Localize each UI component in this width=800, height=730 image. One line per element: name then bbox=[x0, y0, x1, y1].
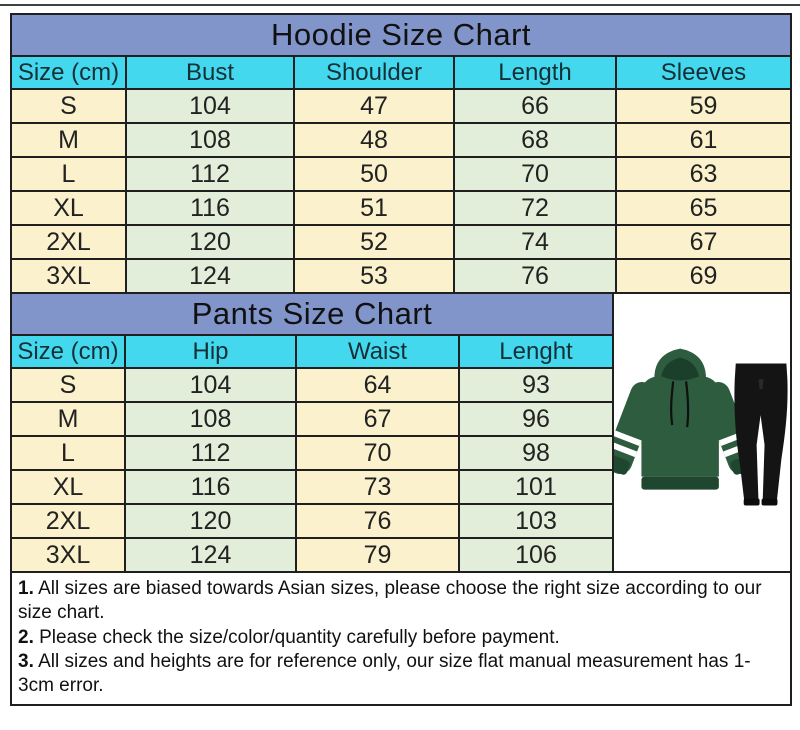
value-cell: 70 bbox=[455, 158, 617, 192]
value-cell: 108 bbox=[127, 124, 295, 158]
value-cell: 116 bbox=[126, 471, 297, 505]
note-number: 1. bbox=[18, 578, 34, 599]
value-cell: 104 bbox=[126, 369, 297, 403]
value-cell: 59 bbox=[617, 90, 792, 124]
value-cell: 63 bbox=[617, 158, 792, 192]
hoodie-row-l bbox=[12, 158, 792, 192]
value-cell: 47 bbox=[295, 90, 455, 124]
value-cell: 74 bbox=[455, 226, 617, 260]
value-cell: 64 bbox=[297, 369, 460, 403]
size-cell: 2XL bbox=[12, 505, 126, 539]
note-number: 3. bbox=[18, 650, 34, 672]
value-cell: 104 bbox=[127, 90, 295, 124]
hoodie-header-row bbox=[12, 57, 792, 90]
value-cell: 66 bbox=[455, 90, 617, 124]
value-cell: 120 bbox=[126, 505, 297, 539]
size-cell: M bbox=[12, 403, 126, 437]
value-cell: 93 bbox=[460, 369, 614, 403]
note-line-1 bbox=[18, 577, 782, 626]
notes-box bbox=[12, 573, 792, 706]
value-cell: 112 bbox=[126, 437, 297, 471]
value-cell: 120 bbox=[127, 226, 295, 260]
value-cell: 103 bbox=[460, 505, 614, 539]
note-line-2 bbox=[18, 626, 782, 650]
size-cell: 3XL bbox=[12, 260, 127, 294]
value-cell: 112 bbox=[127, 158, 295, 192]
pants-header-row bbox=[12, 336, 614, 369]
note-text: All sizes are biased towards Asian sizes, please choose the right size according to our size chart. bbox=[18, 578, 762, 624]
product-photo bbox=[614, 294, 792, 573]
note-line-3 bbox=[18, 650, 782, 699]
column-header-sleeves: Sleeves bbox=[617, 57, 792, 90]
column-header-length: Length bbox=[455, 57, 617, 90]
value-cell: 70 bbox=[297, 437, 460, 471]
hoodie-row-s bbox=[12, 90, 792, 124]
value-cell: 124 bbox=[126, 539, 297, 573]
column-header-lenght: Lenght bbox=[460, 336, 614, 369]
value-cell: 53 bbox=[295, 260, 455, 294]
pants-chart-title: Pants Size Chart bbox=[12, 294, 614, 336]
value-cell: 69 bbox=[617, 260, 792, 294]
value-cell: 68 bbox=[455, 124, 617, 158]
value-cell: 73 bbox=[297, 471, 460, 505]
size-chart-tables bbox=[10, 13, 792, 706]
size-cell: 2XL bbox=[12, 226, 127, 260]
value-cell: 106 bbox=[460, 539, 614, 573]
column-header-size: Size (cm) bbox=[12, 57, 127, 90]
value-cell: 67 bbox=[617, 226, 792, 260]
hoodie-row-3xl bbox=[12, 260, 792, 294]
hoodie-row-xl bbox=[12, 192, 792, 226]
value-cell: 76 bbox=[297, 505, 460, 539]
note-text: Please check the size/color/quantity carefully before payment. bbox=[33, 626, 560, 648]
value-cell: 116 bbox=[127, 192, 295, 226]
pants-row-xl bbox=[12, 471, 614, 505]
size-cell: S bbox=[12, 369, 126, 403]
column-header-size: Size (cm) bbox=[12, 336, 126, 369]
hoodie-and-pants-graphic bbox=[614, 294, 790, 571]
value-cell: 51 bbox=[295, 192, 455, 226]
size-cell: L bbox=[12, 437, 126, 471]
pants-row-s bbox=[12, 369, 614, 403]
pants-table bbox=[12, 294, 614, 573]
value-cell: 108 bbox=[126, 403, 297, 437]
value-cell: 72 bbox=[455, 192, 617, 226]
column-header-shoulder: Shoulder bbox=[295, 57, 455, 90]
size-cell: XL bbox=[12, 192, 127, 226]
pants-row-l bbox=[12, 437, 614, 471]
pants-row-m bbox=[12, 403, 614, 437]
column-header-waist: Waist bbox=[297, 336, 460, 369]
size-cell: S bbox=[12, 90, 127, 124]
size-cell: M bbox=[12, 124, 127, 158]
hoodie-row-2xl bbox=[12, 226, 792, 260]
value-cell: 96 bbox=[460, 403, 614, 437]
value-cell: 48 bbox=[295, 124, 455, 158]
value-cell: 79 bbox=[297, 539, 460, 573]
value-cell: 67 bbox=[297, 403, 460, 437]
hoodie-row-m bbox=[12, 124, 792, 158]
value-cell: 124 bbox=[127, 260, 295, 294]
top-divider-line bbox=[0, 4, 800, 6]
value-cell: 98 bbox=[460, 437, 614, 471]
column-header-hip: Hip bbox=[126, 336, 297, 369]
size-cell: 3XL bbox=[12, 539, 126, 573]
value-cell: 76 bbox=[455, 260, 617, 294]
note-text: All sizes and heights are for reference only, our size flat manual measurement has 1-3cm error. bbox=[18, 650, 751, 697]
value-cell: 50 bbox=[295, 158, 455, 192]
hoodie-chart-title: Hoodie Size Chart bbox=[12, 15, 792, 57]
value-cell: 101 bbox=[460, 471, 614, 505]
value-cell: 61 bbox=[617, 124, 792, 158]
size-cell: L bbox=[12, 158, 127, 192]
pants-row-2xl bbox=[12, 505, 614, 539]
column-header-bust: Bust bbox=[127, 57, 295, 90]
note-number: 2. bbox=[18, 626, 34, 648]
size-cell: XL bbox=[12, 471, 126, 505]
value-cell: 65 bbox=[617, 192, 792, 226]
pants-row-3xl bbox=[12, 539, 614, 573]
pants-section bbox=[12, 294, 792, 573]
value-cell: 52 bbox=[295, 226, 455, 260]
